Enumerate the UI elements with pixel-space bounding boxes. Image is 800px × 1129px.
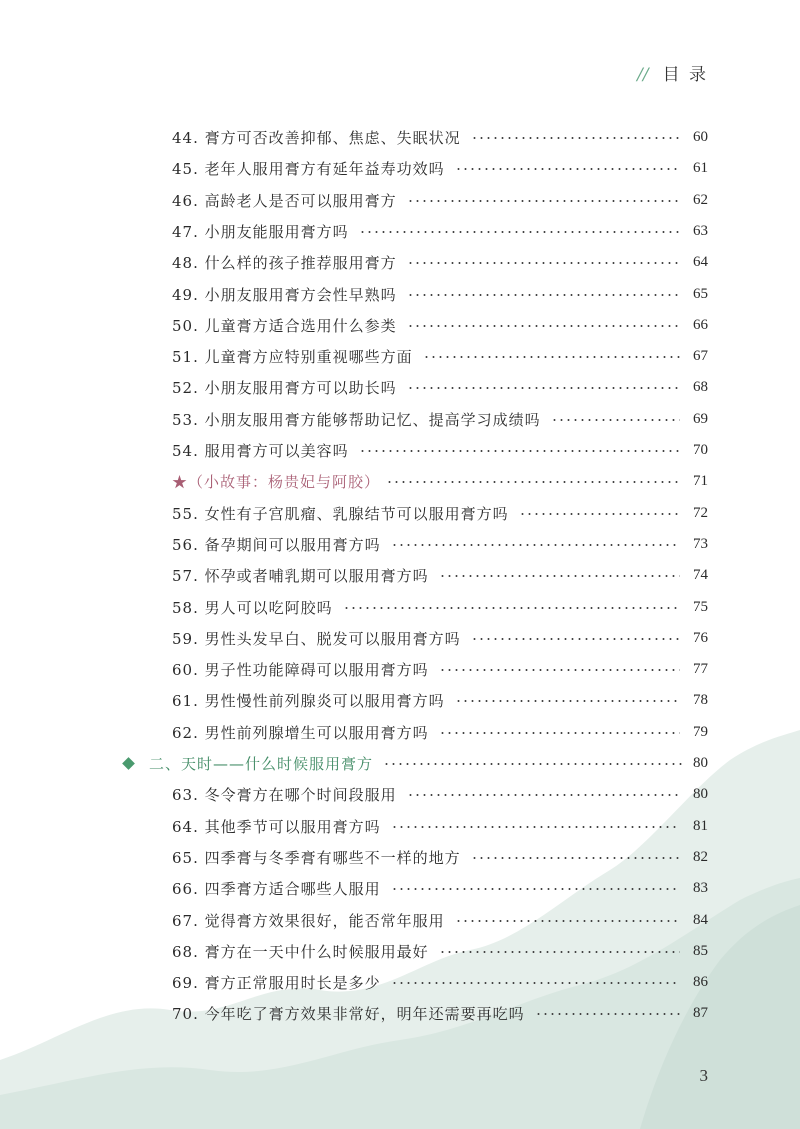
toc-entry[interactable]	[172, 905, 708, 935]
entry-page-number: 83	[693, 879, 708, 896]
toc-entry[interactable]	[172, 498, 708, 528]
toc-entry[interactable]	[172, 623, 708, 653]
entry-title: 67. 觉得膏方效果很好，能否常年服用	[172, 911, 445, 930]
entry-title: 63. 冬令膏方在哪个时间段服用	[172, 785, 397, 804]
toc-entry[interactable]	[172, 279, 708, 309]
entry-title: 59. 男性头发早白、脱发可以服用膏方吗	[172, 629, 461, 648]
entry-title: 51. 儿童膏方应特别重视哪些方面	[172, 347, 413, 366]
entry-page-number: 62	[693, 191, 708, 208]
dot-leader	[439, 575, 680, 577]
page-number: 3	[699, 1066, 708, 1085]
entry-page-number: 80	[693, 785, 708, 802]
entry-title: 58. 男人可以吃阿胶吗	[172, 598, 333, 617]
toc-entry[interactable]	[172, 873, 708, 903]
dot-leader	[407, 262, 680, 264]
toc-entry[interactable]	[172, 310, 708, 340]
entry-page-number: 84	[693, 911, 708, 928]
toc-entry[interactable]	[172, 435, 708, 465]
entry-title: 66. 四季膏方适合哪些人服用	[172, 879, 381, 898]
toc-entry[interactable]	[172, 153, 708, 183]
dot-leader	[391, 826, 680, 828]
toc-entry[interactable]	[172, 842, 708, 872]
entry-page-number: 63	[693, 222, 708, 239]
entry-title: 62. 男性前列腺增生可以服用膏方吗	[172, 723, 429, 742]
entry-title: 49. 小朋友服用膏方会性早熟吗	[172, 285, 397, 304]
entry-title: 64. 其他季节可以服用膏方吗	[172, 817, 381, 836]
entry-page-number: 85	[693, 942, 708, 959]
entry-page-number: 65	[693, 285, 708, 302]
toc-entry[interactable]	[172, 404, 708, 434]
entry-title: 65. 四季膏与冬季膏有哪些不一样的地方	[172, 848, 461, 867]
toc-entry[interactable]	[172, 560, 708, 590]
toc-entry[interactable]	[172, 122, 708, 152]
toc-entry[interactable]	[172, 717, 708, 747]
dot-leader	[343, 607, 680, 609]
entry-title: 54. 服用膏方可以美容吗	[172, 441, 349, 460]
dot-leader	[471, 137, 680, 139]
toc-entry[interactable]	[172, 654, 708, 684]
dot-leader	[391, 982, 680, 984]
dot-leader	[439, 669, 680, 671]
dot-leader	[407, 387, 680, 389]
entry-title: 45. 老年人服用膏方有延年益寿功效吗	[172, 159, 445, 178]
toc-entry[interactable]	[172, 811, 708, 841]
toc-entry[interactable]	[172, 216, 708, 246]
entry-page-number: 82	[693, 848, 708, 865]
entry-title: 56. 备孕期间可以服用膏方吗	[172, 535, 381, 554]
chapter-header	[637, 60, 708, 85]
entry-title: 57. 怀孕或者哺乳期可以服用膏方吗	[172, 566, 429, 585]
entry-title: 52. 小朋友服用膏方可以助长吗	[172, 378, 397, 397]
dot-leader	[407, 325, 680, 327]
dot-leader	[535, 1013, 680, 1015]
entry-page-number: 69	[693, 410, 708, 427]
dot-leader	[439, 732, 680, 734]
entry-title: 55. 女性有子宫肌瘤、乳腺结节可以服用膏方吗	[172, 504, 509, 523]
toc-entry[interactable]	[172, 592, 708, 622]
entry-title: 68. 膏方在一天中什么时候服用最好	[172, 942, 429, 961]
entry-page-number: 68	[693, 378, 708, 395]
entry-page-number: 67	[693, 347, 708, 364]
dot-leader	[439, 951, 680, 953]
entry-page-number: 66	[693, 316, 708, 333]
toc-story-entry[interactable]	[172, 466, 708, 496]
entry-title: 69. 膏方正常服用时长是多少	[172, 973, 381, 992]
entry-title: 60. 男子性功能障碍可以服用膏方吗	[172, 660, 429, 679]
entry-title: 46. 高龄老人是否可以服用膏方	[172, 191, 397, 210]
dot-leader	[407, 294, 680, 296]
dot-leader	[519, 513, 680, 515]
entry-page-number: 80	[693, 754, 708, 771]
dot-leader	[391, 544, 680, 546]
entry-title: 44. 膏方可否改善抑郁、焦虑、失眠状况	[172, 128, 461, 147]
toc-entry[interactable]	[172, 998, 708, 1028]
toc-section-heading[interactable]	[122, 748, 708, 778]
entry-page-number: 86	[693, 973, 708, 990]
entry-page-number: 64	[693, 253, 708, 270]
toc-entry[interactable]	[172, 185, 708, 215]
header-slash-mark: //	[637, 65, 649, 85]
dot-leader	[383, 763, 685, 765]
dot-leader	[386, 481, 680, 483]
dot-leader	[359, 450, 680, 452]
dot-leader	[471, 857, 680, 859]
entry-page-number: 81	[693, 817, 708, 834]
toc-entry[interactable]	[172, 247, 708, 277]
entry-page-number: 70	[693, 441, 708, 458]
toc-entry[interactable]	[172, 529, 708, 559]
toc-entry[interactable]	[172, 779, 708, 809]
entry-title: 二、天时——什么时候服用膏方	[149, 754, 374, 773]
toc-entry[interactable]	[172, 341, 708, 371]
entry-page-number: 78	[693, 691, 708, 708]
entry-page-number: 76	[693, 629, 708, 646]
entry-page-number: 74	[693, 566, 708, 583]
entry-title: 53. 小朋友服用膏方能够帮助记忆、提高学习成绩吗	[172, 410, 541, 429]
dot-leader	[551, 419, 680, 421]
dot-leader	[455, 168, 680, 170]
dot-leader	[391, 888, 680, 890]
dot-leader	[423, 356, 680, 358]
toc-entry[interactable]	[172, 967, 708, 997]
entry-title: 70. 今年吃了膏方效果非常好，明年还需要再吃吗	[172, 1004, 525, 1023]
dot-leader	[455, 700, 680, 702]
entry-title: 61. 男性慢性前列腺炎可以服用膏方吗	[172, 691, 445, 710]
dot-leader	[359, 231, 680, 233]
dot-leader	[407, 794, 680, 796]
entry-page-number: 77	[693, 660, 708, 677]
entry-title: 50. 儿童膏方适合选用什么参类	[172, 316, 397, 335]
header-title: 目 录	[662, 65, 708, 85]
toc-entry[interactable]	[172, 685, 708, 715]
entry-title: 48. 什么样的孩子推荐服用膏方	[172, 253, 397, 272]
entry-page-number: 73	[693, 535, 708, 552]
entry-page-number: 61	[693, 159, 708, 176]
toc-entry[interactable]	[172, 936, 708, 966]
entry-page-number: 87	[693, 1004, 708, 1021]
entry-page-number: 75	[693, 598, 708, 615]
entry-page-number: 71	[693, 472, 708, 489]
diamond-bullet-icon	[122, 757, 135, 770]
entry-page-number: 79	[693, 723, 708, 740]
toc-entry[interactable]	[172, 372, 708, 402]
dot-leader	[407, 200, 680, 202]
entry-page-number: 72	[693, 504, 708, 521]
entry-title: ★（小故事：杨贵妃与阿胶）	[172, 472, 381, 491]
dot-leader	[455, 920, 680, 922]
dot-leader	[471, 638, 680, 640]
entry-title: 47. 小朋友能服用膏方吗	[172, 222, 349, 241]
entry-page-number: 60	[693, 128, 708, 145]
